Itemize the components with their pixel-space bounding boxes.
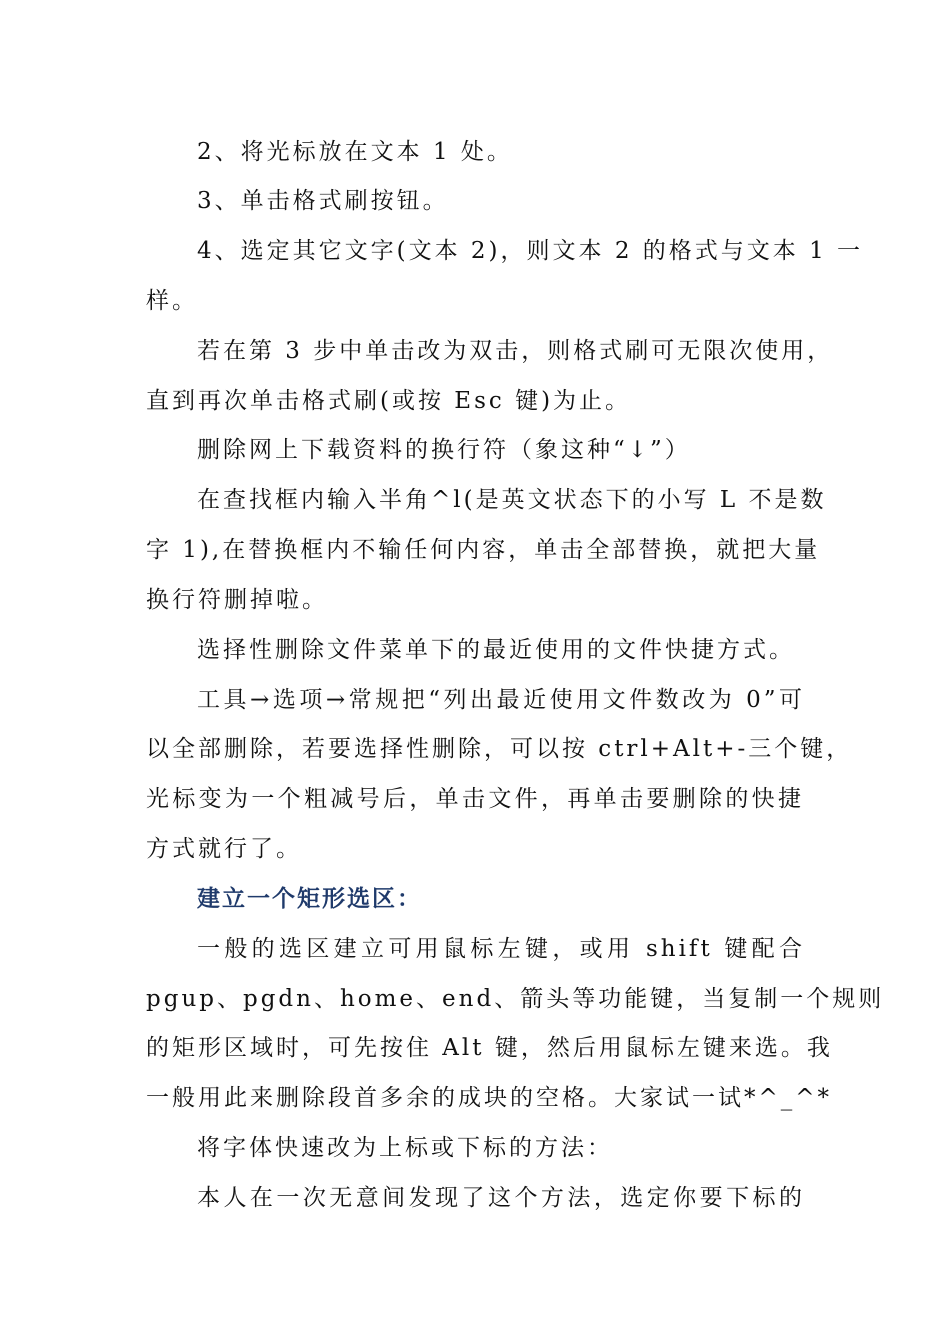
paragraph-double-click-line-1: 若在第 3 步中单击改为双击，则格式刷可无限次使用， <box>197 338 834 364</box>
paragraph-step-4-line-2: 样。 <box>146 288 198 314</box>
paragraph-find-replace-line-1: 在查找框内输入半角^l(是英文状态下的小写 L 不是数 <box>197 487 827 513</box>
paragraph-superscript-title: 将字体快速改为上标或下标的方法： <box>197 1135 613 1161</box>
paragraph-step-4-line-1: 4、选定其它文字(文本 2)，则文本 2 的格式与文本 1 一 <box>197 238 864 264</box>
paragraph-tools-options-line-3: 光标变为一个粗减号后，单击文件，再单击要删除的快捷 <box>146 786 804 812</box>
paragraph-find-replace-line-3: 换行符删掉啦。 <box>146 587 328 613</box>
paragraph-remove-linebreaks-title: 删除网上下载资料的换行符（象这种“↓”） <box>197 437 691 463</box>
section-heading-rectangle-selection: 建立一个矩形选区： <box>197 885 422 912</box>
paragraph-selection-line-3: 的矩形区域时，可先按住 Alt 键，然后用鼠标左键来选。我 <box>146 1035 833 1061</box>
paragraph-superscript-line-1: 本人在一次无意间发现了这个方法，选定你要下标的 <box>197 1185 805 1211</box>
paragraph-selection-line-2: pgup、pgdn、home、end、箭头等功能键，当复制一个规则 <box>146 986 885 1012</box>
paragraph-selection-line-1: 一般的选区建立可用鼠标左键，或用 shift 键配合 <box>197 936 805 962</box>
paragraph-find-replace-line-2: 字 1),在替换框内不输任何内容，单击全部替换，就把大量 <box>146 537 821 563</box>
paragraph-step-3: 3、单击格式刷按钮。 <box>197 188 449 214</box>
paragraph-tools-options-line-4: 方式就行了。 <box>146 836 302 862</box>
paragraph-selection-line-4: 一般用此来删除段首多余的成块的空格。大家试一试*^_^* <box>146 1085 833 1111</box>
paragraph-tools-options-line-2: 以全部删除，若要选择性删除，可以按 ctrl+Alt+-三个键， <box>146 736 853 762</box>
paragraph-step-2: 2、将光标放在文本 1 处。 <box>197 139 513 165</box>
paragraph-double-click-line-2: 直到再次单击格式刷(或按 Esc 键)为止。 <box>146 388 632 414</box>
paragraph-recent-files-title: 选择性删除文件菜单下的最近使用的文件快捷方式。 <box>197 637 795 663</box>
paragraph-tools-options-line-1: 工具→选项→常规把“列出最近使用文件数改为 0”可 <box>197 687 805 713</box>
